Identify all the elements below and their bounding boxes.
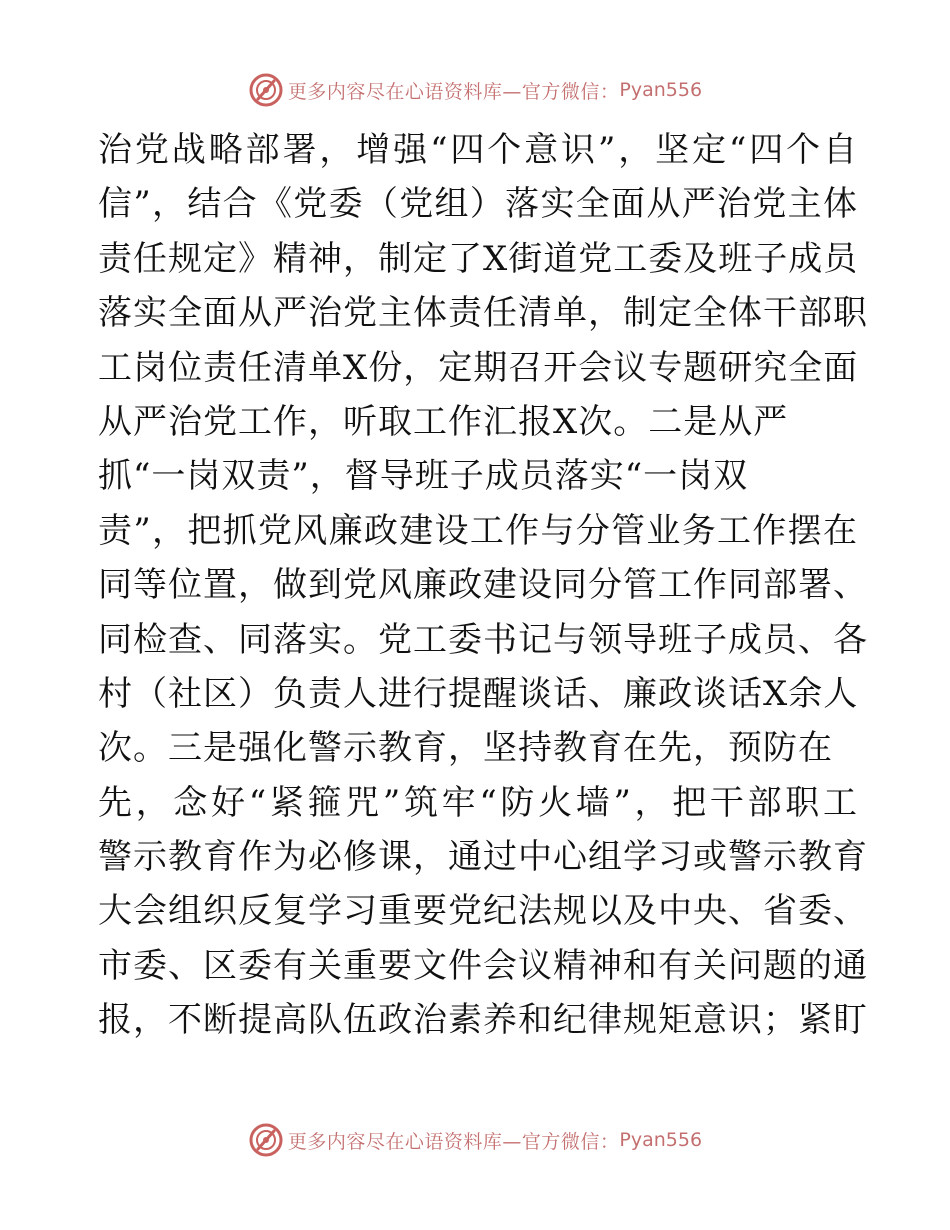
text-line: 警示教育作为必修课，通过中心组学习或警示教育: [98, 837, 868, 878]
text-line: 信”，结合《党委（党组）落实全面从严治党主体: [98, 184, 858, 225]
text-line: 同等位置，做到党风廉政建设同分管工作同部署、: [98, 565, 868, 606]
text-line: 从严治党工作，听取工作汇报X次。二是从严: [98, 401, 789, 442]
seal-logo-icon: [248, 1122, 284, 1158]
text-line: 落实全面从严治党主体责任清单，制定全体干部职: [98, 293, 868, 334]
text-line: 抓“一岗双责”，督导班子成员落实“一岗双: [98, 456, 749, 497]
text-line: 先，念好“紧箍咒”筑牢“防火墙”，把干部职工: [98, 782, 858, 823]
text-line: 同检查、同落实。党工委书记与领导班子成员、各: [98, 619, 868, 660]
text-line: 治党战略部署，增强“四个意识”，坚定“四个自: [98, 130, 858, 170]
text-line: 报，不断提高队伍政治素养和纪律规矩意识；紧盯: [98, 1000, 868, 1041]
footer-banner-text: 更多内容尽在心语资料库—官方微信：: [287, 1130, 620, 1153]
footer-banner-contact: Pyan556: [619, 1129, 703, 1151]
footer-watermark-banner: [0, 1120, 950, 1160]
text-line: 次。三是强化警示教育，坚持教育在先，预防在: [98, 728, 833, 769]
text-line: 责任规定》精神，制定了X街道党工委及班子成员: [98, 238, 859, 279]
header-watermark-banner: [0, 70, 950, 110]
header-banner-text: 更多内容尽在心语资料库—官方微信：: [287, 80, 620, 103]
text-line: 大会组织反复学习重要党纪法规以及中央、省委、: [98, 891, 868, 932]
text-line: 市委、区委有关重要文件会议精神和有关问题的通: [98, 945, 868, 986]
text-line: 责”，把抓党风廉政建设工作与分管业务工作摆在: [98, 510, 858, 551]
text-line: 工岗位责任清单X份，定期召开会议专题研究全面: [98, 347, 859, 388]
seal-logo-icon: [248, 72, 284, 108]
document-body: [98, 123, 868, 1048]
text-line: 村（社区）负责人进行提醒谈话、廉政谈话X余人: [98, 673, 859, 714]
header-banner-contact: Pyan556: [619, 79, 703, 101]
